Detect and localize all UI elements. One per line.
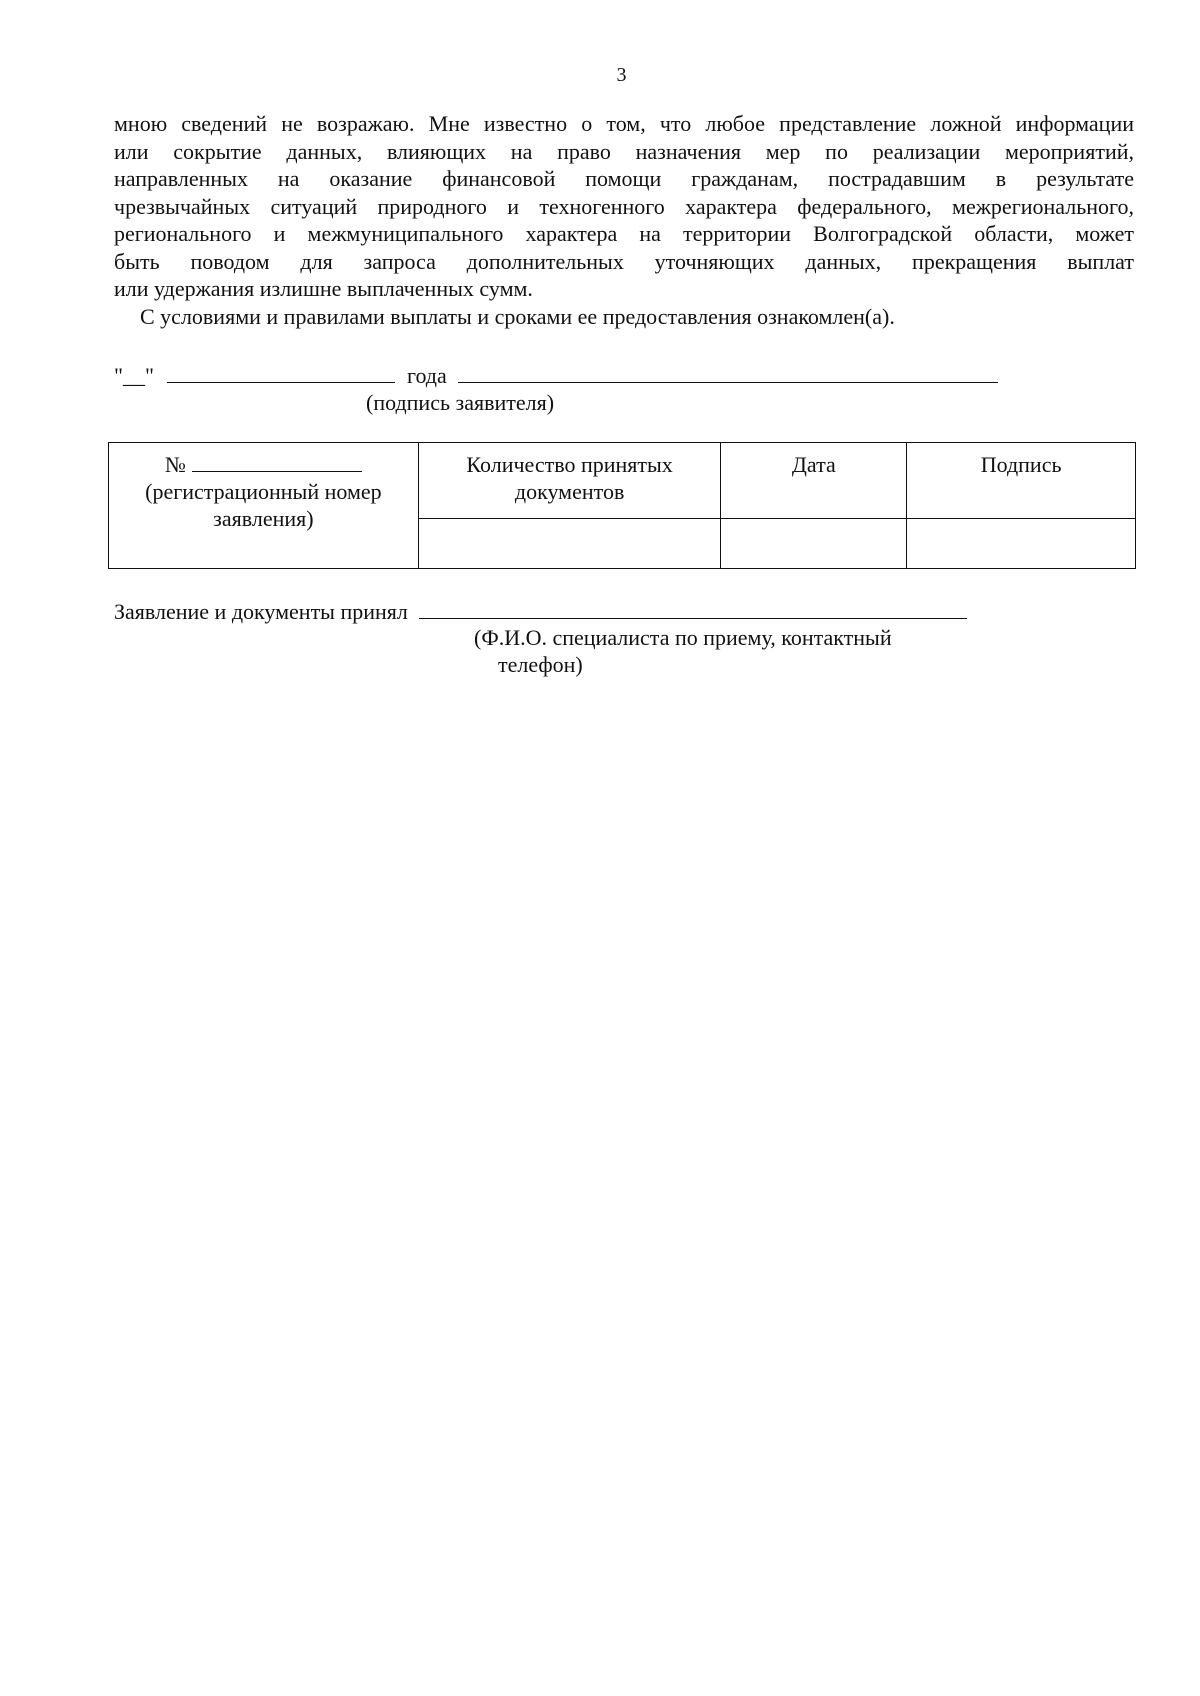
specialist-caption bbox=[474, 624, 954, 678]
applicant-signature-field[interactable] bbox=[458, 360, 998, 383]
paragraph-line: регионального и межмуниципального характера на территории Волгоградской области, может bbox=[114, 221, 1134, 246]
registration-number-caption: (регистрационный номер bbox=[145, 479, 382, 504]
registration-table bbox=[108, 442, 1136, 569]
date-header: Дата bbox=[791, 452, 836, 477]
signature-header: Подпись bbox=[980, 452, 1062, 477]
quantity-value-cell[interactable] bbox=[418, 519, 721, 569]
specialist-name-field[interactable] bbox=[419, 596, 967, 619]
acknowledgement-text: С условиями и правилами выплаты и сроками ее предоставления ознакомлен(а). bbox=[140, 304, 895, 329]
date-value-cell[interactable] bbox=[721, 519, 907, 569]
date-day-field[interactable]: "__" bbox=[114, 363, 154, 388]
applicant-signature-caption: (подпись заявителя) bbox=[366, 390, 555, 415]
accepted-row bbox=[114, 596, 967, 625]
date-header-cell bbox=[721, 443, 907, 519]
date-month-field[interactable] bbox=[167, 360, 395, 383]
accepted-label: Заявление и документы принял bbox=[114, 599, 408, 624]
consent-paragraph bbox=[114, 110, 1134, 303]
paragraph-line: или удержания излишне выплаченных сумм. bbox=[114, 276, 533, 301]
quantity-header: документов bbox=[514, 479, 625, 504]
specialist-caption-line: (Ф.И.О. специалиста по приему, контактный bbox=[474, 625, 892, 650]
paragraph-line: или сокрытие данных, влияющих на право назначения мер по реализации мероприятий, bbox=[114, 138, 1134, 164]
signature-header-cell bbox=[907, 443, 1136, 519]
registration-number-field[interactable] bbox=[192, 451, 362, 472]
registration-number-cell bbox=[109, 443, 419, 569]
paragraph-line: мною сведений не возражаю. Мне известно о том, что любое представление ложной информации bbox=[114, 111, 1134, 136]
quantity-header-cell bbox=[418, 443, 721, 519]
year-word: года bbox=[406, 363, 447, 388]
signature-row bbox=[114, 360, 998, 389]
paragraph-line: быть поводом для запроса дополнительных уточняющих данных, прекращения выплат bbox=[114, 248, 1134, 274]
number-sign: № bbox=[164, 452, 186, 477]
paragraph-line: чрезвычайных ситуаций природного и техногенного характера федерального, межрегионального, bbox=[114, 193, 1134, 219]
paragraph-line: направленных на оказание финансовой помощи гражданам, пострадавшим в результате bbox=[114, 166, 1134, 191]
signature-value-cell[interactable] bbox=[907, 519, 1136, 569]
registration-number-caption: заявления) bbox=[213, 506, 314, 531]
page-number: 3 bbox=[616, 64, 627, 86]
quantity-header: Количество принятых bbox=[466, 452, 673, 477]
specialist-caption-line: телефон) bbox=[498, 652, 583, 677]
